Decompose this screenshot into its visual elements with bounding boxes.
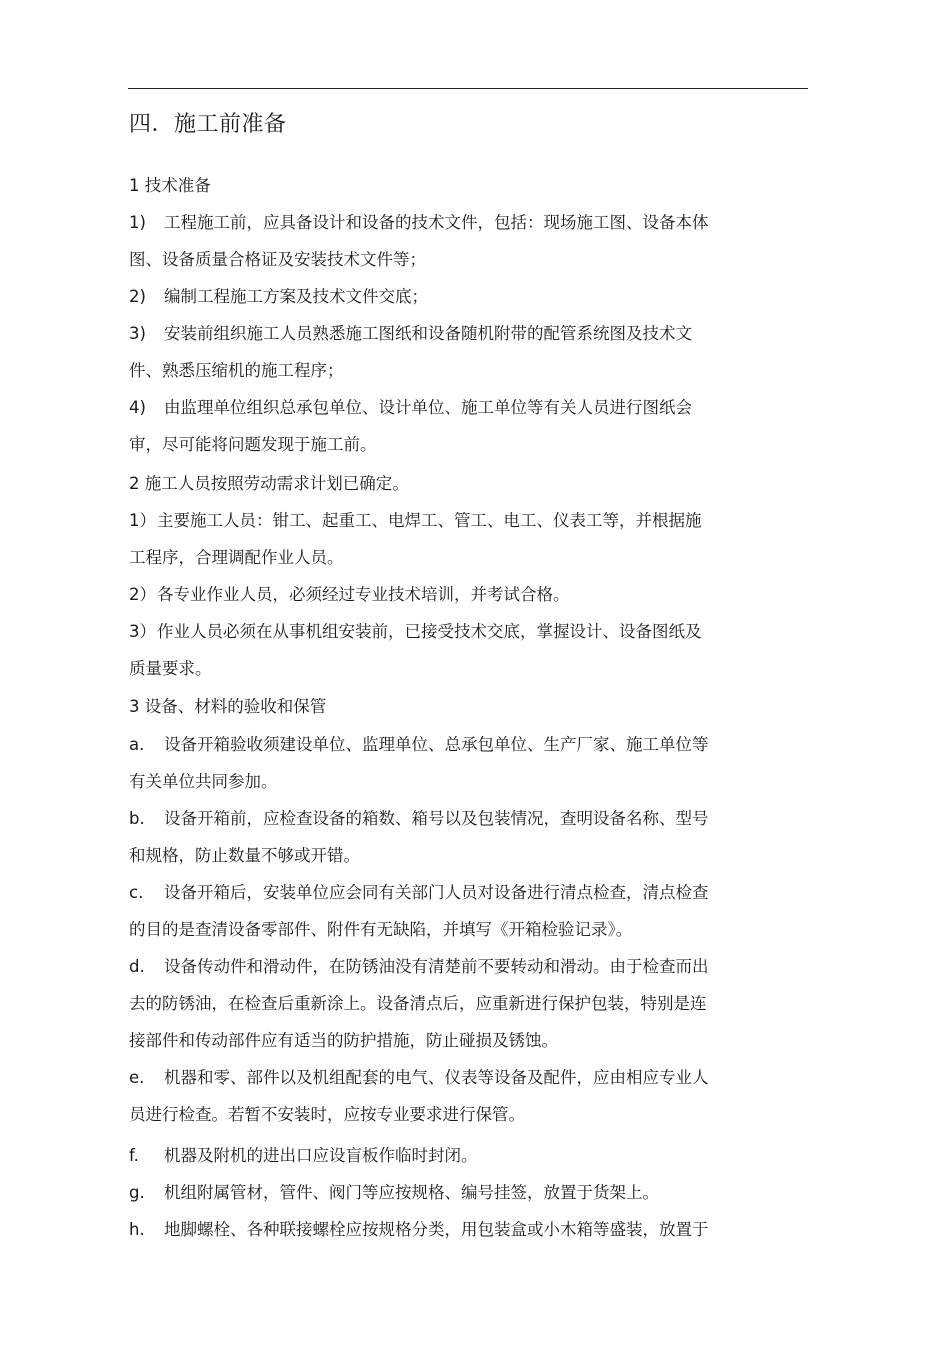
list-item-label: c. <box>129 883 144 902</box>
list-item-continuation: 件、熟悉压缩机的施工程序； <box>129 361 344 380</box>
list-item-continuation: 员进行检查。若暂不安装时，应按专业要求进行保管。 <box>129 1105 525 1124</box>
list-item-label: d. <box>129 957 145 976</box>
list-item-first-line <box>129 949 709 985</box>
list-item-first-line <box>129 1138 478 1174</box>
list-item-continuation: 去的防锈油，在检查后重新涂上。设备清点后，应重新进行保护包装，特别是连 <box>129 994 707 1013</box>
list-item-first-line <box>129 801 709 837</box>
list-item-continuation: 审，尽可能将问题发现于施工前。 <box>129 435 377 454</box>
list-item-label: b. <box>129 809 145 828</box>
list-item-label: 4) <box>129 398 146 417</box>
list-item-first-line <box>129 1060 709 1096</box>
list-item-text: 设备开箱前，应检查设备的箱数、箱号以及包装情况，查明设备名称、型号 <box>164 809 709 828</box>
list-item-text: 地脚螺栓、各种联接螺栓应按规格分类，用包装盒或小木箱等盛装，放置于 <box>164 1220 709 1239</box>
list-item-text: 设备开箱验收须建设单位、监理单位、总承包单位、生产厂家、施工单位等 <box>164 735 709 754</box>
list-item-label: 2） <box>129 585 156 604</box>
list-item-first-line <box>129 503 702 539</box>
list-item-first-line <box>129 614 702 650</box>
list-item-continuation: 和规格，防止数量不够或开错。 <box>129 846 360 865</box>
list-item-first-line <box>129 205 709 241</box>
list-item-text: 主要施工人员：钳工、起重工、电焊工、管工、电工、仪表工等，并根据施 <box>157 511 702 530</box>
header-rule <box>128 88 808 89</box>
list-item-text: 设备开箱后，安装单位应会同有关部门人员对设备进行清点检查，清点检查 <box>164 883 709 902</box>
list-item-label: 3) <box>129 324 146 343</box>
list-item-text: 机组附属管材，管件、阀门等应按规格、编号挂签，放置于货架上。 <box>164 1183 659 1202</box>
list-item-continuation: 质量要求。 <box>129 659 212 678</box>
list-item-text: 各专业作业人员，必须经过专业技术培训，并考试合格。 <box>157 585 570 604</box>
section-title: 3 设备、材料的验收和保管 <box>129 697 327 716</box>
section-title: 2 施工人员按照劳动需求计划已确定。 <box>129 474 409 493</box>
list-item-text: 安装前组织施工人员熟悉施工图纸和设备随机附带的配管系统图及技术文 <box>164 324 692 343</box>
list-item-label: a. <box>129 735 145 754</box>
list-item-first-line <box>129 875 709 911</box>
list-item-text: 作业人员必须在从事机组安装前，已接受技术交底，掌握设计、设备图纸及 <box>157 622 702 641</box>
list-item-continuation: 接部件和传动部件应有适当的防护措施，防止碰损及锈蚀。 <box>129 1031 558 1050</box>
list-item-first-line <box>129 316 692 352</box>
list-item-first-line <box>129 390 692 426</box>
list-item-first-line <box>129 1175 659 1211</box>
list-item-continuation: 图、设备质量合格证及安装技术文件等； <box>129 250 426 269</box>
list-item-label: g. <box>129 1183 145 1202</box>
list-item-label: h. <box>129 1220 145 1239</box>
list-item-first-line <box>129 279 428 315</box>
section-title: 1 技术准备 <box>129 176 211 195</box>
list-item-label: 1) <box>129 213 146 232</box>
list-item-continuation: 工程序，合理调配作业人员。 <box>129 548 344 567</box>
list-item-text: 机器和零、部件以及机组配套的电气、仪表等设备及配件，应由相应专业人 <box>164 1068 709 1087</box>
list-item-label: f. <box>129 1146 139 1165</box>
list-item-first-line <box>129 1212 709 1248</box>
list-item-label: 1） <box>129 511 156 530</box>
page-heading: 四．施工前准备 <box>129 112 287 137</box>
list-item-continuation: 有关单位共同参加。 <box>129 772 278 791</box>
list-item-text: 编制工程施工方案及技术文件交底； <box>164 287 428 306</box>
list-item-text: 工程施工前，应具备设计和设备的技术文件，包括：现场施工图、设备本体 <box>164 213 709 232</box>
list-item-label: 3） <box>129 622 156 641</box>
list-item-continuation: 的目的是查清设备零部件、附件有无缺陷，并填写《开箱检验记录》。 <box>129 920 633 939</box>
list-item-first-line <box>129 727 709 763</box>
list-item-text: 设备传动件和滑动件，在防锈油没有清楚前不要转动和滑动。由于检查而出 <box>164 957 709 976</box>
list-item-first-line <box>129 577 570 613</box>
list-item-text: 由监理单位组织总承包单位、设计单位、施工单位等有关人员进行图纸会 <box>164 398 692 417</box>
list-item-text: 机器及附机的进出口应设盲板作临时封闭。 <box>164 1146 478 1165</box>
list-item-label: e. <box>129 1068 145 1087</box>
list-item-label: 2) <box>129 287 146 306</box>
